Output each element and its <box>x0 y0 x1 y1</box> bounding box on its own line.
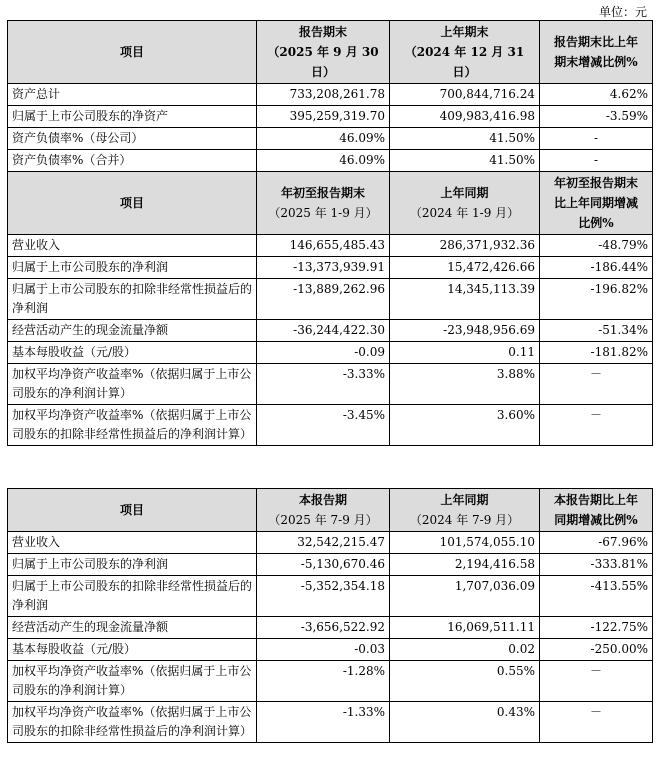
row-label: 归属于上市公司股东的扣除非经常性损益后的净利润 <box>8 576 257 617</box>
header-col4-line2: 比上年同期增减 <box>553 196 638 210</box>
row-value-prior: 0.11 <box>390 342 540 364</box>
row-value-current: 733,208,261.78 <box>257 84 390 106</box>
header-col4-line3: 比例% <box>578 216 614 230</box>
header-col4 <box>540 21 653 84</box>
row-value-change: - <box>540 150 653 172</box>
header-col2-line2: （2025 年 1-9 月） <box>268 206 378 220</box>
header-col2 <box>257 172 390 235</box>
table-row <box>8 661 653 702</box>
header-col4 <box>540 489 653 532</box>
table-row <box>8 639 653 661</box>
row-value-change: -250.00% <box>540 639 653 661</box>
row-label: 归属于上市公司股东的净利润 <box>8 257 257 279</box>
row-label: 营业收入 <box>8 532 257 554</box>
row-value-prior: -23,948,956.69 <box>390 320 540 342</box>
row-value-prior: 14,345,113.39 <box>390 279 540 320</box>
row-label: 资产负债率%（合并） <box>8 150 257 172</box>
row-value-prior: 3.88% <box>390 364 540 405</box>
row-value-change: -196.82% <box>540 279 653 320</box>
row-value-current: 46.09% <box>257 128 390 150</box>
row-value-current: -13,889,262.96 <box>257 279 390 320</box>
table-row <box>8 128 653 150</box>
table-row <box>8 342 653 364</box>
table-row <box>8 405 653 446</box>
row-label: 经营活动产生的现金流量净额 <box>8 320 257 342</box>
row-value-current: -0.09 <box>257 342 390 364</box>
row-label: 加权平均净资产收益率%（依据归属于上市公司股东的净利润计算） <box>8 364 257 405</box>
row-value-current: -1.33% <box>257 702 390 743</box>
row-value-prior: 1,707,036.09 <box>390 576 540 617</box>
row-label: 营业收入 <box>8 235 257 257</box>
header-col3-line2: （2024 年 1-9 月） <box>409 206 520 220</box>
table-header-row <box>8 489 653 532</box>
row-value-current: -1.28% <box>257 661 390 702</box>
header-item: 项目 <box>8 21 257 84</box>
balance-table <box>7 20 653 172</box>
header-item: 项目 <box>8 172 257 235</box>
header-col3 <box>390 489 540 532</box>
table-row <box>8 84 653 106</box>
header-item: 项目 <box>8 489 257 532</box>
row-value-change: -413.55% <box>540 576 653 617</box>
row-value-change: － <box>540 364 653 405</box>
row-value-change: -333.81% <box>540 554 653 576</box>
row-value-change: － <box>540 702 653 743</box>
row-value-current: -3,656,522.92 <box>257 617 390 639</box>
row-value-change: -122.75% <box>540 617 653 639</box>
header-col4-line2: 同期增减比例% <box>554 513 638 527</box>
row-value-prior: 2,194,416.58 <box>390 554 540 576</box>
row-value-change: -67.96% <box>540 532 653 554</box>
row-label: 经营活动产生的现金流量净额 <box>8 617 257 639</box>
table-header-row <box>8 172 653 235</box>
header-col4-line1: 年初至报告期末 <box>553 176 638 190</box>
table-row <box>8 257 653 279</box>
table-row <box>8 279 653 320</box>
header-col3 <box>390 21 540 84</box>
row-value-current: -3.33% <box>257 364 390 405</box>
header-col4-line1: 报告期末比上年 <box>553 35 638 49</box>
table-row <box>8 235 653 257</box>
row-label: 加权平均净资产收益率%（依据归属于上市公司股东的扣除非经常性损益后的净利润计算） <box>8 702 257 743</box>
quarter-table <box>7 488 653 743</box>
header-col2 <box>257 21 390 84</box>
row-value-current: -5,130,670.46 <box>257 554 390 576</box>
table-row <box>8 320 653 342</box>
table-row <box>8 554 653 576</box>
row-value-current: -0.03 <box>257 639 390 661</box>
row-label: 归属于上市公司股东的扣除非经常性损益后的净利润 <box>8 279 257 320</box>
header-col3-line1: 上年同期 <box>440 493 489 507</box>
table-header-row <box>8 21 653 84</box>
row-value-current: 146,655,485.43 <box>257 235 390 257</box>
row-value-prior: 0.02 <box>390 639 540 661</box>
header-col2-line2: （2025 年 7-9 月） <box>268 513 378 527</box>
table-row <box>8 150 653 172</box>
header-col3-line1: 上年期末 <box>440 25 489 39</box>
row-value-current: -36,244,422.30 <box>257 320 390 342</box>
row-value-prior: 0.55% <box>390 661 540 702</box>
row-value-current: -13,373,939.91 <box>257 257 390 279</box>
header-col2-line1: 年初至报告期末 <box>280 186 365 200</box>
header-col3-line1: 上年同期 <box>440 186 489 200</box>
row-value-change: 4.62% <box>540 84 653 106</box>
row-value-change: -186.44% <box>540 257 653 279</box>
row-value-prior: 16,069,511.11 <box>390 617 540 639</box>
unit-label: 单位：元 <box>598 5 647 19</box>
table-row <box>8 617 653 639</box>
table-row <box>8 576 653 617</box>
row-label: 基本每股收益（元/股） <box>8 342 257 364</box>
row-value-current: -3.45% <box>257 405 390 446</box>
row-value-current: -5,352,354.18 <box>257 576 390 617</box>
ytd-table <box>7 171 653 446</box>
header-col2-line1: 报告期末 <box>298 25 347 39</box>
row-value-change: -51.34% <box>540 320 653 342</box>
row-value-prior: 286,371,932.36 <box>390 235 540 257</box>
header-col3 <box>390 172 540 235</box>
row-label: 加权平均净资产收益率%（依据归属于上市公司股东的净利润计算） <box>8 661 257 702</box>
table-row <box>8 106 653 128</box>
header-col2-line2: （2025 年 9 月 30 日） <box>267 45 379 79</box>
row-value-change: － <box>540 405 653 446</box>
row-value-prior: 41.50% <box>390 128 540 150</box>
row-value-change: - <box>540 128 653 150</box>
row-label: 基本每股收益（元/股） <box>8 639 257 661</box>
row-label: 资产总计 <box>8 84 257 106</box>
table-row <box>8 532 653 554</box>
header-col2 <box>257 489 390 532</box>
row-value-prior: 700,844,716.24 <box>390 84 540 106</box>
row-label: 归属于上市公司股东的净利润 <box>8 554 257 576</box>
row-value-prior: 0.43% <box>390 702 540 743</box>
table-row <box>8 702 653 743</box>
row-label: 资产负债率%（母公司） <box>8 128 257 150</box>
header-col2-line1: 本报告期 <box>298 493 347 507</box>
row-value-prior: 409,983,416.98 <box>390 106 540 128</box>
row-value-change: － <box>540 661 653 702</box>
header-col3-line2: （2024 年 12 月 31 日） <box>404 45 525 79</box>
row-value-change: -3.59% <box>540 106 653 128</box>
row-label: 加权平均净资产收益率%（依据归属于上市公司股东的扣除非经常性损益后的净利润计算） <box>8 405 257 446</box>
row-value-current: 46.09% <box>257 150 390 172</box>
header-col3-line2: （2024 年 7-9 月） <box>409 513 520 527</box>
table-row <box>8 364 653 405</box>
header-col4-line1: 本报告期比上年 <box>553 493 638 507</box>
row-value-current: 395,259,319.70 <box>257 106 390 128</box>
row-value-current: 32,542,215.47 <box>257 532 390 554</box>
row-value-prior: 41.50% <box>390 150 540 172</box>
row-label: 归属于上市公司股东的净资产 <box>8 106 257 128</box>
header-col4-line2: 期末增减比例% <box>554 55 638 69</box>
row-value-change: -48.79% <box>540 235 653 257</box>
row-value-prior: 101,574,055.10 <box>390 532 540 554</box>
row-value-prior: 15,472,426.66 <box>390 257 540 279</box>
row-value-change: -181.82% <box>540 342 653 364</box>
header-col4 <box>540 172 653 235</box>
row-value-prior: 3.60% <box>390 405 540 446</box>
